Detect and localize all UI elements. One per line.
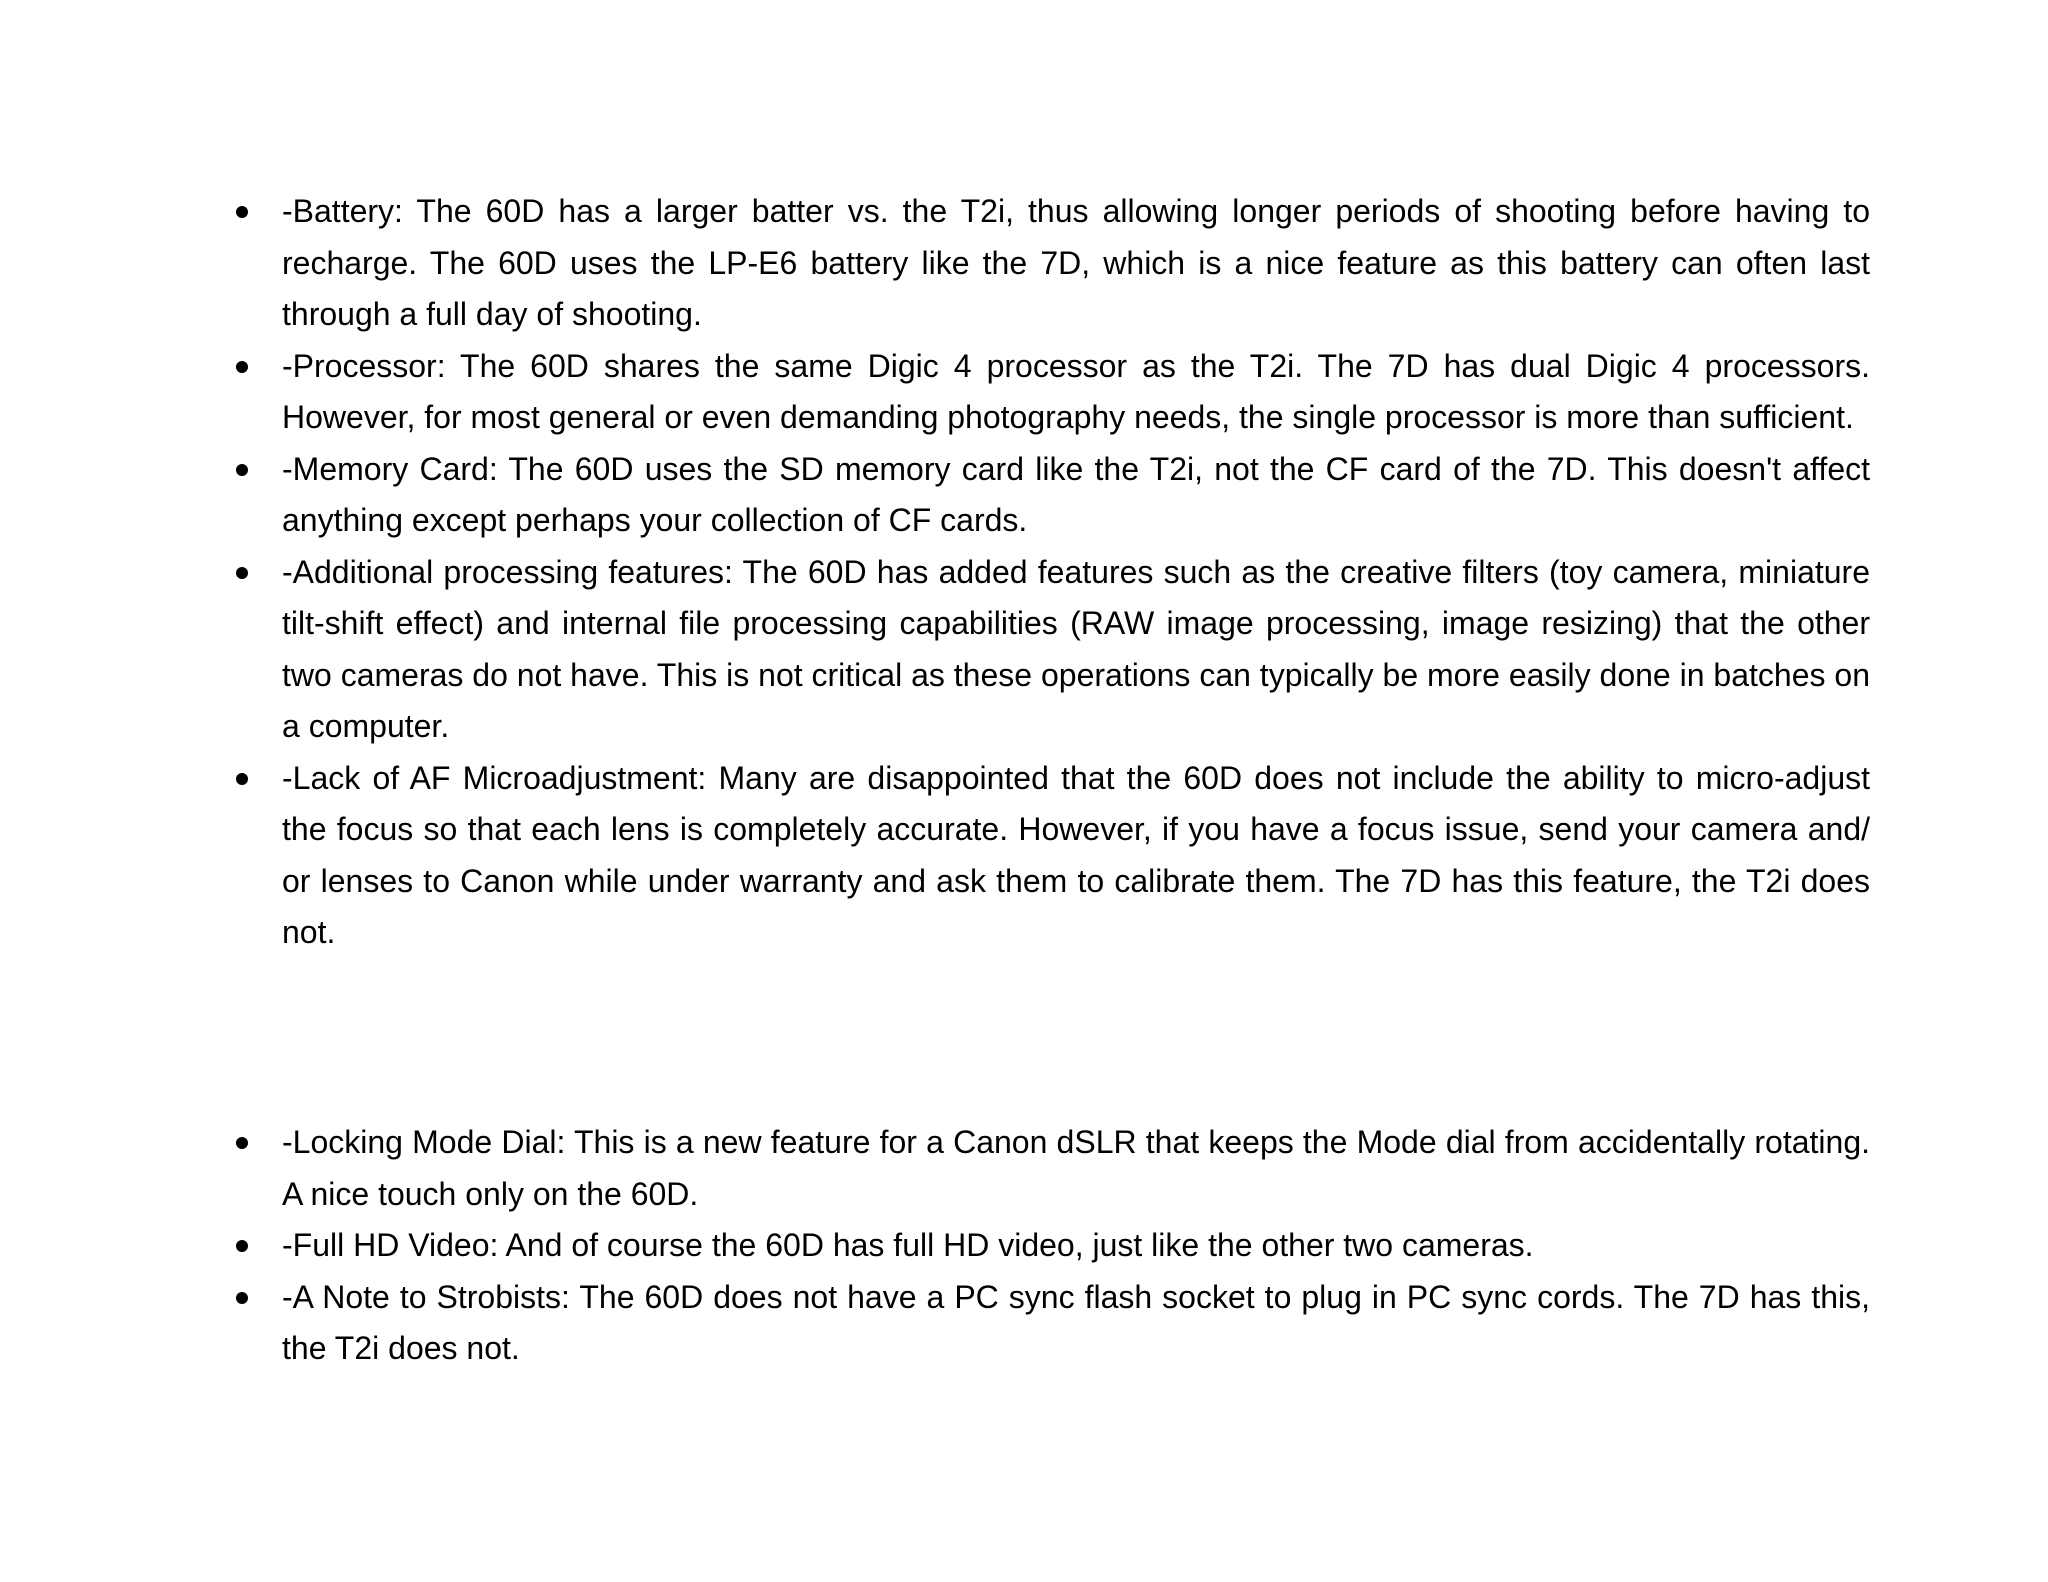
list-item-text: -Additional processing features: The 60D has added features such as the creative filters (toy camera, miniature tilt-shift effect) and internal file processing capabilities (RAW image processing, image resizing) that the other two cameras do not have. This is not critical as these operations can typically be more easily done in batches on a computer. bbox=[282, 553, 1870, 744]
bullet-icon bbox=[236, 206, 248, 218]
list-item-additional-processing bbox=[229, 547, 1870, 753]
list-item-battery bbox=[229, 186, 1870, 341]
list-item-text: -Memory Card: The 60D uses the SD memory card like the T2i, not the CF card of the 7D. This doesn't affect anything except perhaps your collection of CF cards. bbox=[282, 450, 1870, 538]
list-item-af-microadjustment bbox=[229, 753, 1870, 959]
bullet-icon bbox=[236, 773, 248, 785]
list-item-note-to-strobists bbox=[229, 1272, 1870, 1375]
list-item-text: -A Note to Strobists: The 60D does not have a PC sync flash socket to plug in PC sync cords. The 7D has this, the T2i does not. bbox=[282, 1278, 1870, 1366]
bullet-list-bottom bbox=[229, 1117, 1870, 1375]
list-item-text: -Processor: The 60D shares the same Digic 4 processor as the T2i. The 7D has dual Digic 4 processors. However, for most general or even demanding photography needs, the single processor is more than sufficient. bbox=[282, 347, 1870, 435]
bullet-icon bbox=[236, 1137, 248, 1149]
list-item-text: -Lack of AF Microadjustment: Many are disappointed that the 60D does not include the ability to micro-adjust the focus so that each lens is completely accurate. However, if you have a focus issue, send your camera and/ or lenses to Canon while under warranty and ask them to calibrate them. The 7D has this feature, the T2i does not. bbox=[282, 759, 1870, 950]
bullet-icon bbox=[236, 1292, 248, 1304]
list-item-processor bbox=[229, 341, 1870, 444]
list-item-full-hd-video bbox=[229, 1220, 1870, 1272]
bullet-icon bbox=[236, 567, 248, 579]
list-item-locking-mode-dial bbox=[229, 1117, 1870, 1220]
bullet-icon bbox=[236, 1240, 248, 1252]
list-item-memory-card bbox=[229, 444, 1870, 547]
list-item-text: -Full HD Video: And of course the 60D has full HD video, just like the other two cameras. bbox=[282, 1227, 1534, 1263]
list-item-text: -Locking Mode Dial: This is a new feature for a Canon dSLR that keeps the Mode dial from accidentally rotating. A nice touch only on the 60D. bbox=[282, 1124, 1870, 1212]
bullet-icon bbox=[236, 361, 248, 373]
bullet-list-top bbox=[229, 186, 1870, 959]
bullet-icon bbox=[236, 464, 248, 476]
list-item-text: -Battery: The 60D has a larger batter vs. the T2i, thus allowing longer periods of shooting before having to recharge. The 60D uses the LP-E6 battery like the 7D, which is a nice feature as this battery can often last through a full day of shooting. bbox=[282, 193, 1870, 332]
